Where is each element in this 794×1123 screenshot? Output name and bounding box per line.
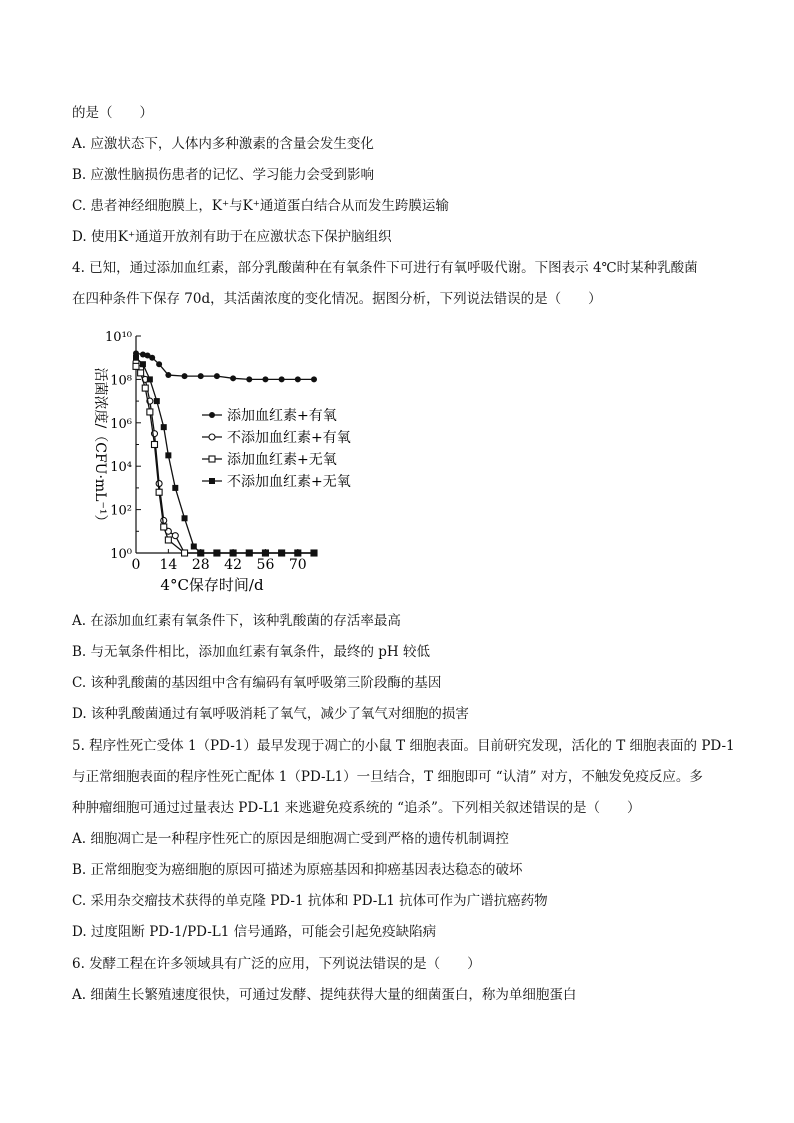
chart-y-label: 活菌浓度/（CFU·mL⁻¹） — [92, 367, 108, 529]
legend-label: 不添加血红素+有氧 — [227, 430, 351, 446]
chart-svg — [82, 318, 382, 598]
data-point — [133, 355, 139, 361]
data-point — [147, 376, 153, 382]
x-tick-label: 0 — [131, 557, 141, 573]
data-point — [133, 363, 139, 369]
data-point — [156, 361, 162, 367]
series-1 — [133, 350, 317, 382]
q5-option-b: B. 正常细胞变为癌细胞的原因可描述为原癌基因和抑癌基因表达稳态的破坏 — [72, 862, 523, 878]
data-point — [138, 370, 144, 376]
legend-marker — [209, 434, 215, 440]
data-point — [295, 550, 301, 556]
data-point — [198, 550, 204, 556]
q3-option-c: C. 患者神经细胞膜上，K⁺与K⁺通道蛋白结合从而发生跨膜运输 — [72, 198, 449, 214]
q6-stem: 6. 发酵工程在许多领域具有广泛的应用，下列说法错误的是（ ） — [72, 956, 481, 972]
data-point — [279, 550, 285, 556]
data-point — [149, 355, 155, 361]
q5-option-a: A. 细胞凋亡是一种程序性死亡的原因是细胞凋亡受到严格的遗传机制调控 — [72, 831, 509, 847]
data-point — [161, 524, 167, 530]
data-point — [165, 537, 171, 543]
q4-option-a: A. 在添加血红素有氧条件下，该种乳酸菌的存活率最高 — [72, 613, 401, 629]
chart-legend — [202, 408, 351, 490]
series-line — [136, 353, 314, 379]
q4-stem-line-2: 在四种条件下保存 70d，其活菌浓度的变化情况。据图分析，下列说法错误的是（ ） — [72, 291, 602, 307]
data-point — [161, 424, 167, 430]
y-tick-label: 10² — [110, 503, 132, 519]
data-point — [165, 452, 171, 458]
data-point — [295, 376, 301, 382]
x-tick-label: 56 — [256, 557, 275, 573]
y-tick-label: 10⁰ — [110, 547, 132, 562]
q4-option-b: B. 与无氧条件相比，添加血红素有氧条件，最终的 pH 较低 — [72, 644, 430, 660]
data-point — [279, 376, 285, 382]
q4-stem-line-1: 4. 已知，通过添加血红素，部分乳酸菌种在有氧条件下可进行有氧呼吸代谢。下图表示 4℃时某种乳酸菌 — [72, 260, 698, 276]
q4-option-d: D. 该种乳酸菌通过有氧呼吸消耗了氧气，减少了氧气对细胞的损害 — [72, 706, 469, 722]
legend-label: 添加血红素+无氧 — [227, 452, 337, 468]
y-tick-label: 10⁶ — [110, 416, 132, 432]
data-point — [311, 550, 317, 556]
q5-stem-line-1: 5. 程序性死亡受体 1（PD-1）最早发现于凋亡的小鼠 T 细胞表面。目前研究发现，活化的 T 细胞表面的 PD-1 — [72, 738, 735, 754]
survival-chart — [82, 318, 382, 598]
legend-marker — [209, 478, 215, 484]
q6-option-a: A. 细菌生长繁殖速度很快，可通过发酵、提纯获得大量的细菌蛋白，称为单细胞蛋白 — [72, 987, 577, 1003]
legend-marker — [209, 456, 215, 462]
q5-option-d: D. 过度阻断 PD-1/PD-L1 信号通路，可能会引起免疫缺陷病 — [72, 924, 437, 940]
data-point — [198, 373, 204, 379]
data-point — [191, 543, 197, 549]
y-tick-label: 10⁴ — [110, 460, 132, 476]
q4-option-c: C. 该种乳酸菌的基因组中含有编码有氧呼吸第三阶段酶的基因 — [72, 675, 442, 691]
data-point — [147, 409, 153, 415]
data-point — [172, 533, 178, 539]
data-point — [142, 385, 148, 391]
data-point — [262, 376, 268, 382]
data-point — [154, 398, 160, 404]
legend-label: 不添加血红素+无氧 — [227, 474, 351, 490]
x-tick-label: 14 — [159, 557, 178, 573]
data-point — [182, 515, 188, 521]
q3-option-d: D. 使用K⁺通道开放剂有助于在应激状态下保护脑组织 — [72, 229, 392, 245]
data-point — [230, 550, 236, 556]
chart-x-label: 4°C保存时间/d — [160, 576, 264, 594]
data-point — [262, 550, 268, 556]
data-point — [246, 550, 252, 556]
legend-label: 添加血红素+有氧 — [227, 408, 337, 424]
data-point — [214, 550, 220, 556]
data-point — [172, 485, 178, 491]
data-point — [165, 372, 171, 378]
y-tick-label: 10¹⁰ — [105, 330, 132, 345]
data-point — [182, 373, 188, 379]
q3-stem-tail: 的是（ ） — [72, 105, 153, 121]
data-point — [140, 361, 146, 367]
legend-marker — [209, 412, 215, 418]
q5-option-c: C. 采用杂交瘤技术获得的单克隆 PD-1 抗体和 PD-L1 抗体可作为广谱抗癌药物 — [72, 893, 548, 909]
data-point — [246, 376, 252, 382]
q3-option-b: B. 应激性脑损伤患者的记忆、学习能力会受到影响 — [72, 167, 375, 183]
x-tick-label: 70 — [288, 557, 307, 573]
y-tick-label: 10⁸ — [110, 373, 132, 389]
data-point — [156, 489, 162, 495]
q5-stem-line-2: 与正常细胞表面的程序性死亡配体 1（PD-L1）一旦结合，T 细胞即可 “认清” 对方，不触发免疫反应。多 — [72, 769, 703, 785]
data-point — [182, 550, 188, 556]
x-tick-label: 42 — [224, 557, 243, 573]
q3-option-a: A. 应激状态下，人体内多种激素的含量会发生变化 — [72, 136, 374, 152]
x-tick-label: 28 — [191, 557, 210, 573]
data-point — [214, 373, 220, 379]
data-point — [151, 442, 157, 448]
data-point — [230, 375, 236, 381]
data-point — [311, 376, 317, 382]
q5-stem-line-3: 种肿瘤细胞可通过过量表达 PD-L1 来逃避免疫系统的 “追杀”。下列相关叙述错误的是（ ） — [72, 800, 641, 816]
